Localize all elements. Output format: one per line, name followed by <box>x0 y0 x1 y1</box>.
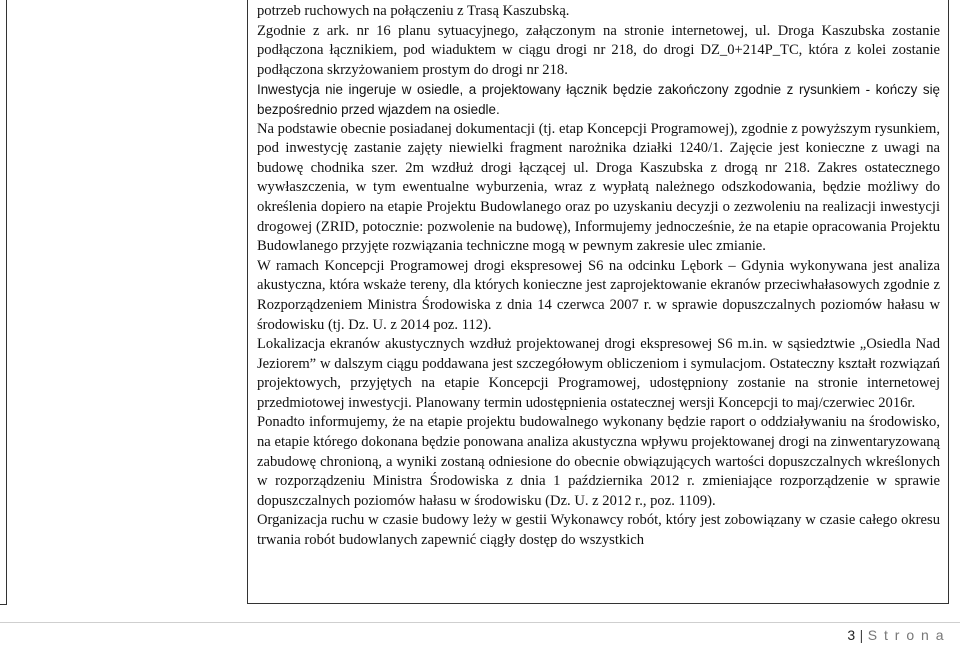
table-right-column <box>247 0 949 604</box>
footer-separator: | <box>859 627 865 643</box>
page-footer <box>847 627 945 643</box>
paragraph: Na podstawie obecnie posiadanej dokumentacji (tj. etap Koncepcji Programowej), zgodnie z powyższym rysunkiem, pod inwestycję zastanie zajęty niewielki fragment narożnika działki 1240/1. Zajęcie jest konieczne z uwagi na budowę chodnika szer. 2m wzdłuż drogi łączącej ul. Droga Kaszubska z drogą nr 218. Zakres ostatecznego wywłaszczenia, w tym ewentualne wyburzenia, wraz z wypłatą należnego odszkodowania, będzie możliwy do określenia dopiero na etapie Projektu Budowlanego oraz po uzyskaniu decyzji o zezwoleniu na realizacji inwestycji drogowej (ZRID, potocznie: pozwolenie na budowę), Informujemy jednocześnie, że na etapie opracowania Projektu Budowlanego przyjęte rozwiązania techniczne mogą w pewnym zakresie ulec zmianie. <box>257 120 940 255</box>
page-label: S t r o n a <box>867 627 945 643</box>
page-number: 3 <box>847 627 857 643</box>
footer-divider <box>0 622 960 623</box>
cell-text <box>257 2 940 551</box>
paragraph: potrzeb ruchowych na połączeniu z Trasą Kaszubską. <box>257 3 570 19</box>
paragraph: Ponadto informujemy, że na etapie projektu budowalnego wykonany będzie raport o oddziaływaniu na środowisko, na etapie którego dokonana będzie ponowana analiza akustyczna wpływu projektowanej drogi na zinwentaryzowaną zabudowę chronioną, a wyniki zostaną odniesione do obecnie obwiązujących wartości dopuszczalnych wkreślonych w rozporządzeniu Ministra Środowiska z dnia 1 października 2012 r. zmieniające rozporządzenie w sprawie dopuszczalnych poziomów hałasu w środowisku (Dz. U. z 2012 r., poz. 1109). <box>257 414 940 509</box>
paragraph: Inwestycja nie ingeruje w osiedle, a projektowany łącznik będzie zakończony zgodnie z rysunkiem - kończy się bezpośrednio przed wjazdem na osiedle. <box>257 82 940 117</box>
paragraph: Zgodnie z ark. nr 16 planu sytuacyjnego, załączonym na stronie internetowej, ul. Droga Kaszubska zostanie podłączona łącznikiem, pod wiaduktem w ciągu drogi nr 218, do drogi DZ_0+214P_TC, która z kolei zostanie podłączona skrzyżowaniem prostym do drogi nr 218. <box>257 22 940 78</box>
paragraph: Lokalizacja ekranów akustycznych wzdłuż projektowanej drogi ekspresowej S6 m.in. w sąsiedztwie „Osiedla Nad Jeziorem” w dalszym ciągu poddawana jest szczegółowym obliczeniom i symulacjom. Ostateczny kształt rozwiązań projektowych, przyjętych na etapie Koncepcji Programowej, udostępniony zostanie na stronie internetowej przedmiotowej inwestycji. Planowany termin udostępnienia ostatecznej wersji Koncepcji to maj/czerwiec 2016r. <box>257 336 940 411</box>
paragraph: W ramach Koncepcji Programowej drogi ekspresowej S6 na odcinku Lębork – Gdynia wykonywana jest analiza akustyczna, która wskaże tereny, dla których konieczne jest zaprojektowanie ekranów przeciwhałasowych zgodnie z Rozporządzeniem Ministra Środowiska z dnia 14 czerwca 2007 r. w sprawie dopuszczalnych poziomów hałasu w środowisku (tj. Dz. U. z 2014 poz. 112). <box>257 257 940 333</box>
paragraph: Organizacja ruchu w czasie budowy leży w gestii Wykonawcy robót, który jest zobowiązany w czasie całego okresu trwania robót budowlanych zapewnić ciągły dostęp do wszystkich <box>257 512 940 549</box>
table-left-column <box>0 0 7 605</box>
